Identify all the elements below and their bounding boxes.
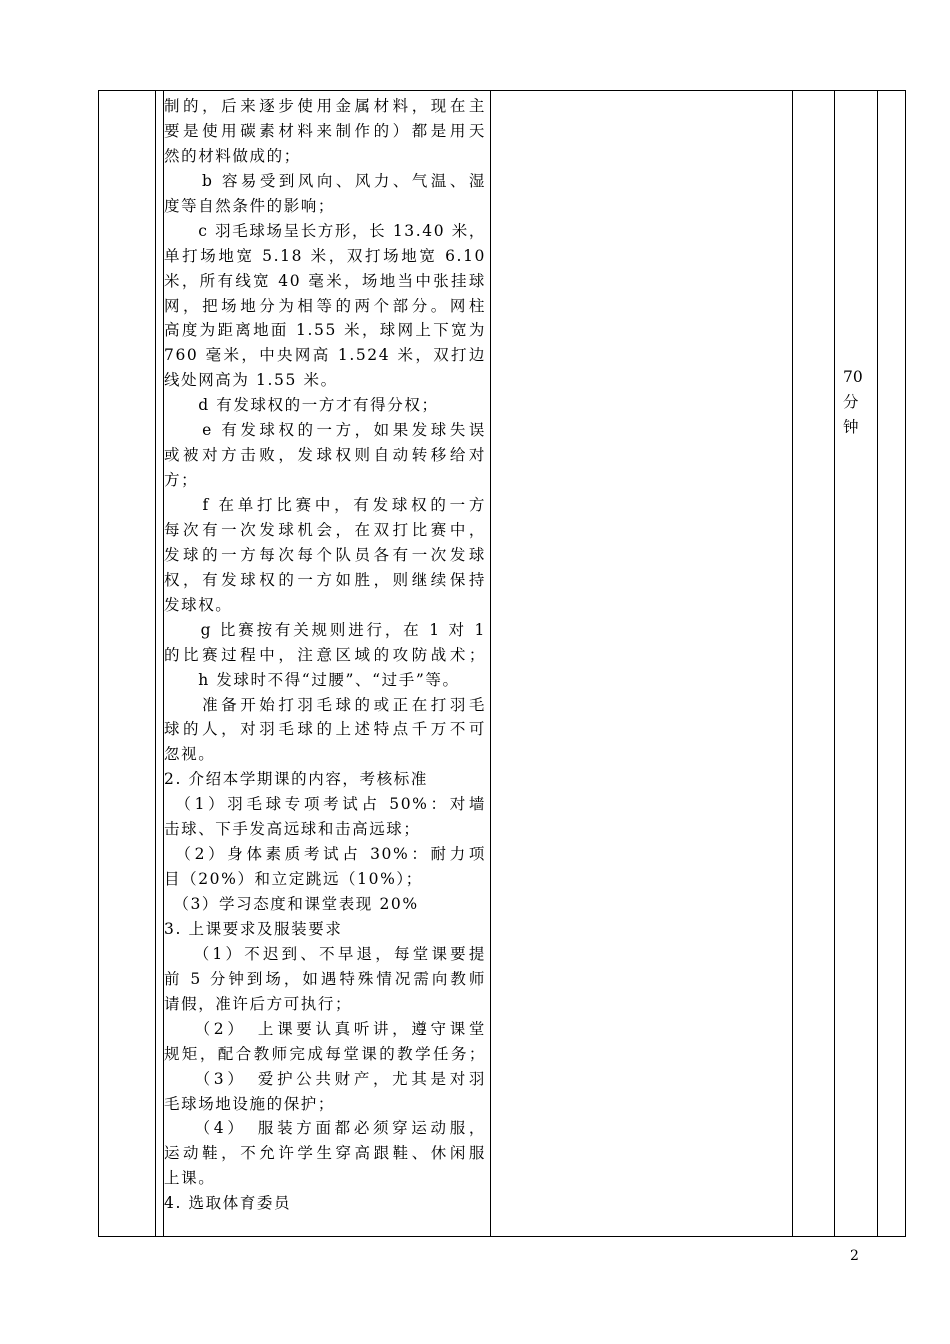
time-cell xyxy=(843,365,863,439)
column-divider xyxy=(155,90,156,1237)
lesson-line: 度等自然条件的影响； xyxy=(164,196,336,215)
time-unit-1: 分 xyxy=(843,392,859,411)
lesson-line: 米，所有线宽 40 毫米，场地当中张挂球 xyxy=(164,271,486,290)
lesson-line: （2）身体素质考试占 30%：耐力项 xyxy=(164,845,486,864)
column-divider xyxy=(877,90,878,1237)
column-divider xyxy=(834,90,835,1237)
lesson-line: c 羽毛球场呈长方形，长 13.40 米， xyxy=(164,221,486,240)
lesson-line: 规矩，配合教师完成每堂课的教学任务； xyxy=(164,1044,486,1063)
lesson-line: （1）羽毛球专项考试占 50%：对墙 xyxy=(164,795,487,814)
lesson-line: 上课。 xyxy=(164,1169,216,1188)
lesson-line: d 有发球权的一方才有得分权； xyxy=(164,396,439,415)
lesson-line: 或被对方击败，发球权则自动转移给对 xyxy=(164,446,486,465)
lesson-line: h 发球时不得“过腰”、“过手”等。 xyxy=(164,670,460,689)
lesson-line: 高度为距离地面 1.55 米，球网上下宽为 xyxy=(164,321,486,340)
lesson-line: 的比赛过程中，注意区域的攻防战术； xyxy=(164,645,486,664)
lesson-line: （4） 服装方面都必须穿运动服， xyxy=(164,1119,486,1138)
lesson-line: 单打场地宽 5.18 米，双打场地宽 6.10 xyxy=(164,246,486,265)
lesson-line: 4. 选取体育委员 xyxy=(164,1194,292,1213)
lesson-line: 运动鞋，不允许学生穿高跟鞋、休闲服 xyxy=(164,1144,486,1163)
column-divider xyxy=(792,90,793,1237)
lesson-line: 击球、下手发高远球和击高远球； xyxy=(164,820,421,839)
lesson-line: 前 5 分钟到场，如遇特殊情况需向教师 xyxy=(164,969,486,988)
lesson-line: 760 毫米，中央网高 1.524 米，双打边 xyxy=(164,346,486,365)
lesson-line: 2. 介绍本学期课的内容，考核标准 xyxy=(164,770,428,789)
lesson-content xyxy=(164,94,486,1216)
lesson-line: （2） 上课要认真听讲，遵守课堂 xyxy=(164,1019,486,1038)
lesson-line: f 在单打比赛中，有发球权的一方 xyxy=(164,496,486,514)
lesson-line: （3） 爱护公共财产，尤其是对羽 xyxy=(164,1069,486,1088)
lesson-line: g 比赛按有关规则进行，在 1 对 1 xyxy=(164,620,486,639)
lesson-line: （1）不迟到、不早退，每堂课要提 xyxy=(164,944,486,963)
lesson-line: 权，有发球权的一方如胜，则继续保持 xyxy=(164,570,486,589)
lesson-line: 3. 上课要求及服装要求 xyxy=(164,919,343,938)
lesson-line: 方； xyxy=(164,471,199,490)
lesson-line: 球的人，对羽毛球的上述特点千万不可 xyxy=(164,720,486,739)
lesson-line: 要是使用碳素材料来制作的）都是用天 xyxy=(164,121,486,140)
lesson-line: b 容易受到风向、风力、气温、湿 xyxy=(164,171,486,190)
column-divider xyxy=(490,90,491,1237)
time-unit-2: 钟 xyxy=(843,417,859,436)
lesson-line: 目（20%）和立定跳远（10%）； xyxy=(164,870,423,889)
lesson-line: 毛球场地设施的保护； xyxy=(164,1094,336,1113)
lesson-line: 请假，准许后方可执行； xyxy=(164,994,353,1013)
lesson-line: （3）学习态度和课堂表现 20% xyxy=(164,895,419,913)
lesson-line: 发球权。 xyxy=(164,595,233,614)
lesson-line: 网，把场地分为相等的两个部分。网柱 xyxy=(164,296,486,315)
lesson-line: 发球的一方每次每个队员各有一次发球 xyxy=(164,545,486,564)
time-value: 70 xyxy=(843,368,863,386)
lesson-line: 准备开始打羽毛球的或正在打羽毛 xyxy=(164,695,486,714)
lesson-line: 线处网高为 1.55 米。 xyxy=(164,371,338,390)
page-number: 2 xyxy=(850,1248,859,1264)
lesson-line: 然的材料做成的； xyxy=(164,146,301,165)
lesson-line: 忽视。 xyxy=(164,745,216,764)
lesson-line: e 有发球权的一方，如果发球失误 xyxy=(164,421,486,440)
lesson-line: 制的，后来逐步使用金属材料，现在主 xyxy=(164,97,486,115)
lesson-line: 每次有一次发球机会，在双打比赛中， xyxy=(164,520,486,539)
